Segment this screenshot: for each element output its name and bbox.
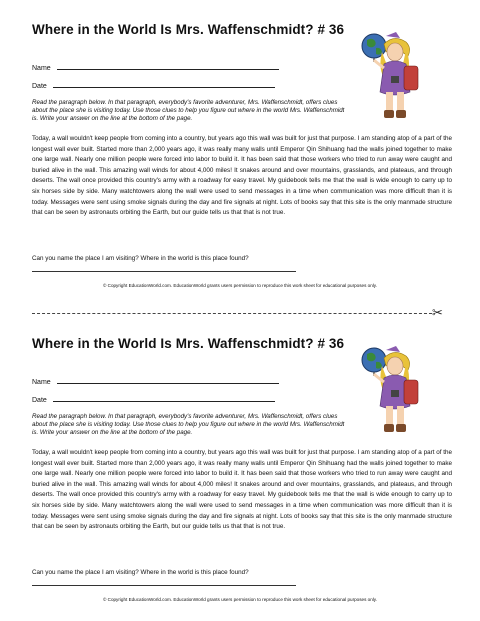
worksheet-title: Where in the World Is Mrs. Waffenschmidt? # 36 — [32, 22, 345, 37]
clue-paragraph: Today, a wall wouldn't keep people from coming into a country, but years ago this wall was built for just that purpose. I am standing atop of a part of the longest wall ever built. Started more than 2,000 years ago, it was really many walls until Emperor Qin Shihuang had the walls joined together to make one large wall. Nearly one million people were forced into labor to build it. It has been said that those workers who tried to run away were caught and buried alive in the wall. This amazing wall winds for about 4,000 miles! It snakes around and over mountains, grasslands, and plateaus, and through deserts. The wall once provided this country's army with a roadway for easy travel. My guidebook tells me that the wall is wide enough to carry up to six horses side by side. Many watchtowers along the wall were used to send messages in a time when communication was more difficult than it is today. Messages were sent using smoke signals during the day and fire signals at night. Lots of books say that this site is the only manmade structure that can be seen by astronauts orbiting the Earth, but our guide tells us that that is not true. — [32, 135, 452, 217]
answer-line — [32, 271, 296, 272]
clue-paragraph: Today, a wall wouldn't keep people from coming into a country, but years ago this wall was built for just that purpose. I am standing atop of a part of the longest wall ever built. Started more than 2,000 years ago, it was really many walls until Emperor Qin Shihuang had the walls joined together to make one large wall. Nearly one million people were forced into labor to build it. It has been said that those workers who tried to run away were caught and buried alive in the wall. This amazing wall winds for about 4,000 miles! It snakes around and over mountains, grasslands, and plateaus, and through deserts. The wall once provided this country's army with a roadway for easy travel. My guidebook tells me that the wall is wide enough to carry up to six horses side by side. Many watchtowers along the wall were used to send messages in a time when communication was more difficult than it is today. Messages were sent using smoke signals during the day and fire signals at night. Lots of books say that this site is the only manmade structure that can be seen by astronauts orbiting the Earth, but our guide tells us that that is not true. — [32, 449, 452, 531]
worksheet-title: Where in the World Is Mrs. Waffenschmidt? # 36 — [32, 336, 345, 351]
instructions: Read the paragraph below. In that paragraph, everybody's favorite adventurer, Mrs. Waffenschmidt, offers clues about the place she is visiting today. Use those clues to help you figure out where in the world Mrs. Waffenschmidt is. Write your answer on the line at the bottom of the page. — [32, 413, 345, 437]
name-line — [57, 377, 279, 384]
name-field — [32, 377, 279, 386]
date-label: Date — [32, 397, 47, 404]
answer-line — [32, 585, 296, 586]
instructions: Read the paragraph below. In that paragraph, everybody's favorite adventurer, Mrs. Waffenschmidt, offers clues about the place she is visiting today. Use those clues to help you figure out where in the world Mrs. Waffenschmidt is. Write your answer on the line at the bottom of the page. — [32, 99, 345, 123]
question: Can you name the place I am visiting? Where in the world is this place found? — [32, 255, 249, 262]
copyright-notice: © Copyright EducationWorld.com. EducationWorld grants users permission to reproduce this work sheet for educational purposes only. — [102, 597, 378, 602]
date-line — [53, 81, 275, 88]
scissors-icon: ✂ — [432, 305, 443, 320]
copyright-notice: © Copyright EducationWorld.com. EducationWorld grants users permission to reproduce this work sheet for educational purposes only. — [102, 283, 378, 288]
date-line — [53, 395, 275, 402]
adventurer-illustration — [360, 30, 428, 124]
name-label: Name — [32, 65, 51, 72]
date-label: Date — [32, 83, 47, 90]
date-field — [32, 395, 275, 404]
name-line — [57, 63, 279, 70]
date-field — [32, 81, 275, 90]
adventurer-illustration — [360, 344, 428, 438]
question: Can you name the place I am visiting? Where in the world is this place found? — [32, 569, 249, 576]
name-field — [32, 63, 279, 72]
cut-line — [32, 313, 432, 314]
name-label: Name — [32, 379, 51, 386]
